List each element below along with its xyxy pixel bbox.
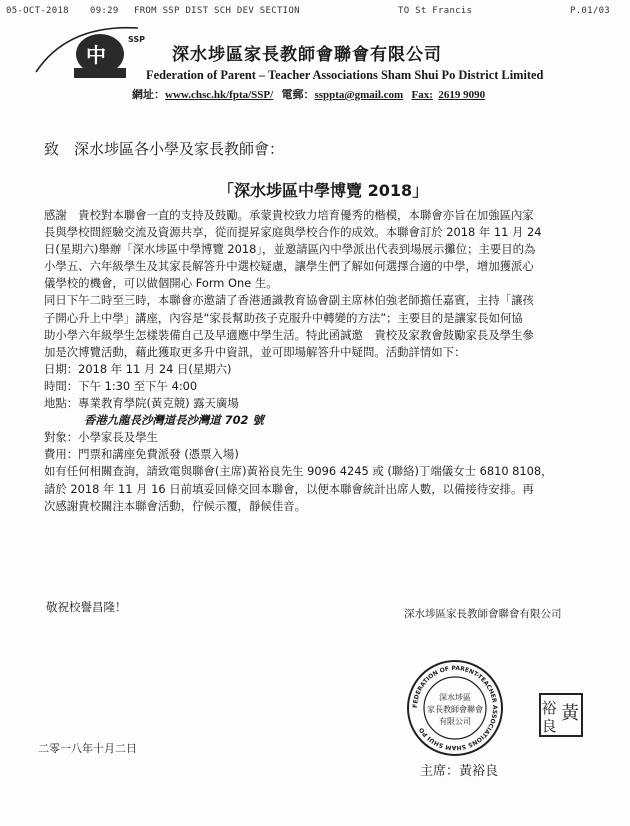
website-label: 網址： <box>132 89 165 101</box>
detail-fee: 費用：門票和講座免費派發 (憑票入場) <box>44 447 239 462</box>
org-name-english: Federation of Parent – Teacher Associations Sham Shui Po District Limited <box>146 68 544 82</box>
chairman-stamp <box>539 693 583 737</box>
website-link[interactable]: www.chsc.hk/fpta/SSP/ <box>165 89 274 101</box>
detail-audience: 對象：小學家長及學生 <box>44 430 158 445</box>
detail-address: 香港九龍長沙灣道長沙灣道 702 號 <box>84 413 264 428</box>
body-line: 子開心升上中學」講座，內容是“家長幫助孩子克服升中轉變的方法”；主要目的是讓家長如何協 <box>44 310 523 325</box>
body-line: 長與學校間經驗交流及資源共享，從而提昇家庭與學校合作的成效。本聯會訂於 2018 年 11 月 24 <box>44 225 542 240</box>
fax-to: TO St Francis <box>398 6 473 16</box>
fax-time: 09:29 <box>90 6 119 16</box>
federation-logo <box>28 20 158 80</box>
svg-text:黃: 黃 <box>561 703 579 724</box>
body-line: 加是次博覽活動，藉此獲取更多升中資訊，並可即場解答升中疑問。活動詳情如下： <box>44 344 466 359</box>
email-link[interactable]: ssppta@gmail.com <box>314 89 404 101</box>
svg-text:FEDERATION OF PARENT-TEACHER A: FEDERATION OF PARENT-TEACHER ASSOCIATIONS SHAM SHUI PO <box>411 664 499 752</box>
svg-text:家長教師會聯會: 家長教師會聯會 <box>427 705 483 714</box>
svg-text:裕: 裕 <box>541 699 557 717</box>
detail-date: 日期：2018 年 11 月 24 日(星期六) <box>44 361 232 376</box>
body-line: 小學五、六年級學生及其家長解答升中選校疑慮，讓學生們了解如何選擇合適的中學，增加獲派心 <box>44 259 534 274</box>
org-name-chinese: 深水埗區家長教師會聯會有限公司 <box>172 45 442 65</box>
contact-line <box>132 86 485 102</box>
email-label: 電郵： <box>281 89 315 101</box>
svg-text:深水埗區: 深水埗區 <box>439 693 471 702</box>
signing-organization: 深水埗區家長教師會聯會有限公司 <box>404 608 562 620</box>
fax-date: 05-OCT-2018 <box>6 6 69 16</box>
letter-body <box>44 207 609 515</box>
event-title: 「深水埗區中學博覽 2018」 <box>218 181 429 200</box>
detail-venue: 地點：專業教育學院(黃克競) 露天廣場 <box>44 396 239 411</box>
body-line: 日(星期六)舉辦「深水埗區中學博覽 2018」，並邀請區內中學派出代表到場展示攤位；主要目的為 <box>44 242 536 257</box>
detail-time: 時間：下午 1:30 至下午 4:00 <box>44 378 198 393</box>
enquiry-line: 如有任何相關查詢，請致電與聯會(主席)黃裕良先生 9096 4245 或 (聯絡)丁端儀女士 6810 8108， <box>44 464 553 479</box>
salutation: 致 深水埗區各小學及家長教師會： <box>44 140 285 158</box>
svg-text:良: 良 <box>541 717 557 735</box>
fax-label: Fax: <box>411 89 433 101</box>
fax-page: P.01/03 <box>570 6 611 16</box>
fax-from: FROM SSP DIST SCH DEV SECTION <box>134 6 300 16</box>
enquiry-line: 請於 2018 年 11 月 16 日前填妥回條交回本聯會，以便本聯會統計出席人數，以備接待安排。再 <box>44 481 534 496</box>
body-line: 感謝 貴校對本聯會一直的支持及鼓勵。承蒙貴校致力培育優秀的楷模，本聯會亦旨在加強區內家 <box>44 208 534 222</box>
svg-text:SSP: SSP <box>128 35 146 44</box>
body-line: 助小學六年級學生怎樣裝備自己及早適應中學生活。特此函誠邀 貴校及家教會鼓勵家長及學生參 <box>44 327 534 342</box>
letter-date: 二零一八年十月二日 <box>38 742 137 755</box>
organization-seal <box>405 658 505 758</box>
fax-header <box>6 6 626 18</box>
body-line: 同日下午二時至三時，本聯會亦邀請了香港通識教育協會副主席林伯強老師擔任嘉賓，主持「讓孩 <box>44 293 534 308</box>
enquiry-line: 次感謝貴校關注本聯會活動，佇候示覆，靜候佳音。 <box>44 498 306 513</box>
body-line: 儀學校的機會，可以做個開心 Form One 生。 <box>44 276 278 291</box>
chairman-signature: 主席：黃裕良 <box>420 764 499 779</box>
svg-text:有限公司: 有限公司 <box>439 717 471 726</box>
fax-number: 2619 9090 <box>438 89 486 101</box>
closing-greeting: 敬祝校譽昌隆！ <box>46 600 127 614</box>
svg-text:中: 中 <box>86 43 106 67</box>
